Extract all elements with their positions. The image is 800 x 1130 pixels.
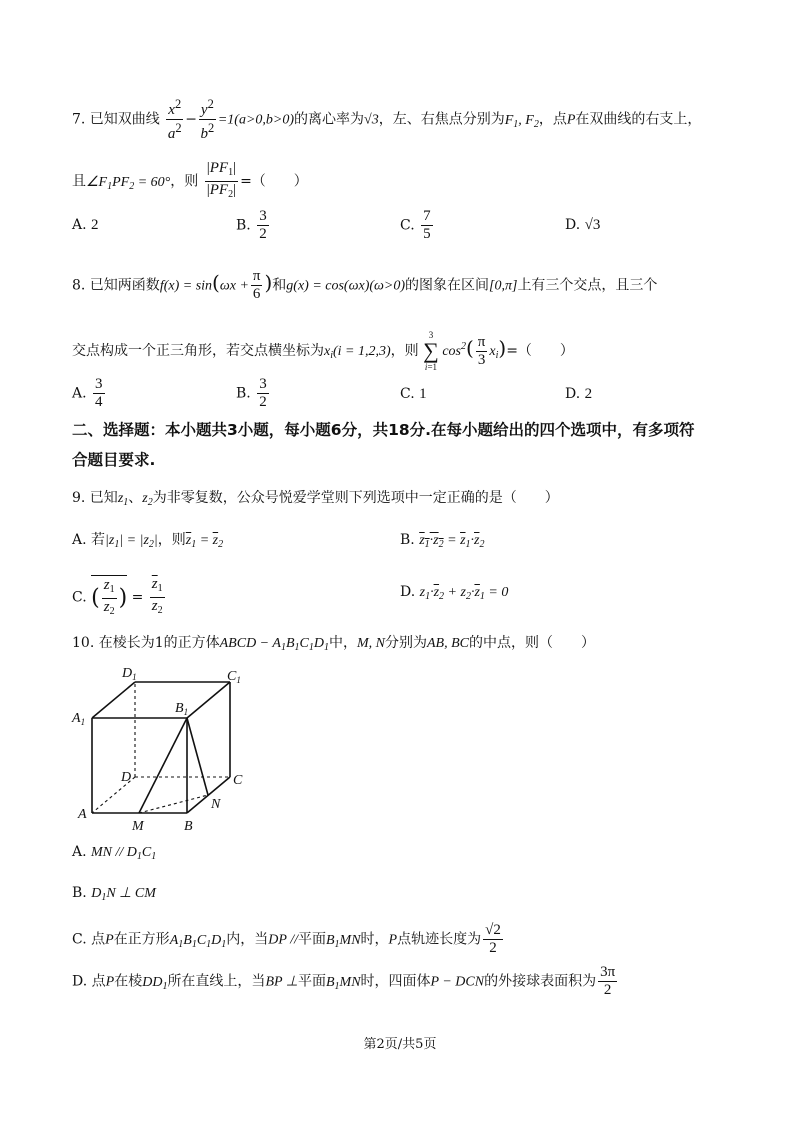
q8-option-a-label: A. [72,385,92,402]
q10-option-d-text-d: 平面 [297,973,326,990]
q7-option-a[interactable] [72,215,99,235]
q7-option-c-label: C. [400,217,420,234]
q7-option-a-value: 2 [91,217,99,233]
q10-option-c-text-e: 时， [360,931,389,948]
q8-option-d-label: D. [565,386,585,402]
q10-text-b: 中， [328,635,357,651]
q9-option-a-text-a: A. 若 [72,532,106,548]
q10-option-b-label: B. [72,885,92,901]
q8-line2-b: ，则 [390,343,419,359]
q8-option-a-num: 3 [95,376,103,392]
q8-option-b-num: 3 [259,376,267,392]
q7-option-b[interactable] [236,208,271,243]
q9-option-b[interactable]: B. $z_1\cdot z_2 = \overline{z}_1\cdot\overline{z}_2$ [400,532,485,550]
edge-b-c [187,777,230,813]
q8-option-c[interactable] [400,384,427,404]
q7-line2-a: 且 [72,173,86,190]
q8-option-a[interactable] [72,376,107,411]
q9-option-a-text-b: ，则 [157,532,186,548]
q10-option-d-text-e: 时，四面体 [360,973,431,990]
q8-line1: 8. 已知两函数f(x) = sin(ωx + $\frac{\pi}{6}$ )和g(x) = cos(ωx)(ω>0)的图象在区间[0,π]上有三个交点，且三个 [72,268,658,302]
q9-option-d-label: D. [400,584,420,600]
q8-option-b-den: 2 [259,394,267,410]
section2-heading-line1: 二、选择题：本小题共3小题，每小题6分，共18分.在每小题给出的四个选项中，有多项符 [72,421,695,439]
q8-line2-a: 交点构成一个正三角形，若交点横坐标为 [72,343,324,359]
q10-option-c-text-a: C. 点 [72,931,106,948]
q8-option-d-value: 2 [584,386,593,402]
q10-text-d: 的中点，则（ ） [468,635,595,651]
q7-option-d-label: D. [565,217,585,233]
q10-text-a: 10. 在棱长为1的正方体 [72,635,220,651]
q8-text-c: 的图象在区间 [405,277,490,294]
q9-text-a: 9. 已知 [72,490,118,506]
q8-option-b-label: B. [236,385,256,402]
q7-line2-c: =（ ） [240,173,308,190]
q10-option-c-text-b: 在正方形 [113,931,170,948]
section2-heading-line2: 合题目要求. [72,451,156,469]
page-footer: 第2页/共5页 [363,1037,437,1052]
q7-option-a-label: A. [72,217,92,233]
segment-b1-n [187,718,208,795]
q7-text-a: 7. 已知双曲线 [72,111,160,128]
q9-option-c-label: C. [72,589,92,606]
q8-option-c-value: 1 [419,386,427,402]
q7-frac-x2a2: $\frac{x^2}{a^2}$ [167,97,182,142]
label-m: M [132,819,144,834]
q7-text-b: 的离心率为 [294,111,365,128]
q7-option-b-label: B. [236,217,256,234]
q8-text-a: 8. 已知两函数 [72,277,160,294]
q8-line2: 交点构成一个正三角形，若交点横坐标为$x_i(i = 1,2,3)$，则 3 ∑ i=1 $\cos^2$( $\frac{\pi}{3}$ $x_i)=$（ ） [72,330,574,372]
q7-option-c-num: 7 [423,208,431,224]
q7-line1: 7. 已知双曲线 $\frac{x^2}{a^2}$ − $\frac{y^2}{b^2}$ =1(a>0,b>0)的离心率为√3，左、右焦点分别为$F_1$, $F_2$，点P在双曲线的右支上， [72,97,702,142]
q10-option-b[interactable]: B. $D_1N$ ⊥ CM [72,885,156,903]
q9-text-b: 为非零复数，公众号悦爱学堂则下列选项中一定正确的是（ ） [152,490,559,506]
label-d1: $D_1$ [122,666,137,682]
q8-line2-c: =（ ） [506,343,574,359]
q10-text-c: 分别为 [384,635,427,651]
q7-option-d-value: √3 [584,217,601,233]
q10-option-d-text-a: D. 点 [72,973,106,990]
q10-option-d[interactable]: D. 点P在棱$DD_1$所在直线上，当BP ⊥平面$B_1MN$时，四面体P − DCN的外接球表面积为 $\frac{3\pi}{2}$ [72,964,616,998]
q10-option-c-text-d: 平面 [297,931,326,948]
label-d: D [121,770,132,785]
q10-stem: 10. 在棱长为1的正方体ABCD − $A_1B_1C_1D_1$中，M, N分别为AB, BC的中点，则（ ） [72,635,595,653]
q10-option-c-text-f: 点轨迹长度为 [397,931,482,948]
q9-option-a[interactable]: A. 若$|z_1| = |z_2|$，则$\overline{z}_1 = \overline{z}_2$ [72,532,224,550]
q7-option-b-den: 2 [259,226,267,242]
q8-text-b: 和 [272,277,287,294]
q7-line2-b: ，则 [170,173,199,190]
q10-option-a[interactable]: A. MN // $D_1C_1$ [72,844,157,862]
q7-option-c[interactable] [400,208,435,243]
q10-option-d-text-b: 在棱 [114,973,143,990]
q10-option-d-text-c: 所在直线上，当 [167,973,266,990]
q8-option-a-den: 4 [95,394,103,410]
q7-option-c-den: 5 [423,226,431,242]
q7-line2: 且$\angle F_1PF_2 = 60^\circ$，则 $\frac{|PF_1|}{|PF_2|}$ =（ ） [72,160,308,203]
edge-b1-c1 [187,682,230,718]
label-a: A [78,807,87,822]
edge-a1-d1 [92,682,135,718]
q10-option-a-label: A. [72,844,92,860]
q7-text-c: ，左、右焦点分别为 [378,111,505,128]
q10-option-c[interactable]: C. 点P在正方形$A_1B_1C_1D_1$内，当DP //平面$B_1MN$时，P点轨迹长度为 $\frac{√2}{2}$ [72,922,501,956]
label-c: C [233,773,243,788]
label-b1: $B_1$ [175,701,189,717]
q9-option-b-label: B. [400,532,420,548]
segment-b1-m [139,718,187,813]
label-b: B [184,819,193,834]
q10-option-d-text-f: 的外接球表面积为 [484,973,597,990]
q9-option-c[interactable]: C. ( $\frac{z_1}{z_2}$ ) = $\frac{\overline{z}_1}{\overline{z}_2}$ [72,575,167,620]
q8-option-d[interactable] [565,384,592,404]
label-c1: $C_1$ [227,669,241,685]
q7-option-d[interactable] [565,215,600,235]
q7-frac-y2b2: $\frac{y^2}{b^2}$ [200,97,215,142]
q8-option-b[interactable] [236,376,271,411]
label-n: N [211,797,221,812]
q10-option-c-text-c: 内，当 [226,931,269,948]
q9-stem: 9. 已知$z_1$、$z_2$为非零复数，公众号悦爱学堂则下列选项中一定正确的是（ ） [72,490,559,508]
q7-ratio: $\frac{|PF_1|}{|PF_2|}$ [206,160,237,200]
q7-text-d: ，点 [538,111,567,128]
label-a1: $A_1$ [72,711,86,727]
cube-figure [70,660,260,835]
q7-option-b-num: 3 [259,208,267,224]
q8-text-d: 上有三个交点，且三个 [517,277,658,294]
q9-option-d[interactable]: D. $z_1\cdot\overline{z}_2 + z_2\cdot\overline{z}_1 = 0$ [400,584,509,602]
q7-text-e: 在双曲线的右支上， [575,111,702,128]
q8-option-c-label: C. [400,386,420,402]
